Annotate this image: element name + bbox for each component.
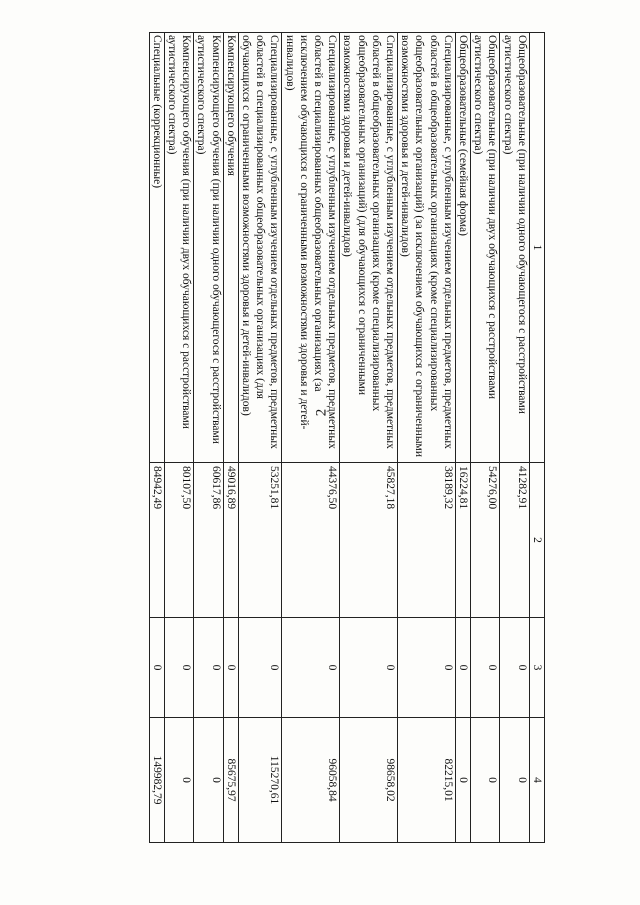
value-cell: 0 <box>149 618 164 718</box>
value-cell: 0 <box>500 718 529 843</box>
value-cell: 84942,49 <box>149 463 164 618</box>
value-cell: 60617,86 <box>194 463 223 618</box>
table-row <box>282 33 340 843</box>
value-cell: 38189,32 <box>397 463 455 618</box>
value-cell: 0 <box>164 618 193 718</box>
value-cell: 96058,84 <box>282 718 340 843</box>
value-cell: 115270,61 <box>238 718 282 843</box>
header-cell: 2 <box>529 463 544 618</box>
table-header-row <box>529 33 544 843</box>
value-cell: 0 <box>470 718 499 843</box>
header-cell: 3 <box>529 618 544 718</box>
table-row <box>455 33 470 843</box>
value-cell: 0 <box>455 618 470 718</box>
row-label: Специальные (коррекционные) <box>149 33 164 463</box>
value-cell: 0 <box>397 618 455 718</box>
value-cell: 80107,50 <box>164 463 193 618</box>
row-label: Специализированные, с углубленным изучением отдельных предметов, предметных областей в общеобразовательных организациях (кроме специализированных общеобразовательных организаций) (для обучающихся с ограниченными возможностями здоровья и детей-инвалидов) <box>340 33 398 463</box>
row-label: Компенсирующего обучения (при наличии одного обучающегося с расстройствами аутистического спектра) <box>194 33 223 463</box>
value-cell: 0 <box>238 618 282 718</box>
table-row <box>500 33 529 843</box>
table-row <box>164 33 193 843</box>
value-cell: 41282,91 <box>500 463 529 618</box>
value-cell: 53251,81 <box>238 463 282 618</box>
value-cell: 54276,00 <box>470 463 499 618</box>
value-cell: 0 <box>194 718 223 843</box>
table-row <box>223 33 238 843</box>
value-cell: 149982,79 <box>149 718 164 843</box>
row-label: Специализированные, с углубленным изучением отдельных предметов, предметных областей в специализированных общеобразовательных организациях (за исключением обучающихся с ограниченными возможностями здоровья и детей-инвалидов) <box>282 33 340 463</box>
value-cell: 0 <box>500 618 529 718</box>
table-row <box>397 33 455 843</box>
row-label: Общеобразовательные (при наличии двух обучающихся с расстройствами аутистического спектра) <box>470 33 499 463</box>
value-cell: 49016,89 <box>223 463 238 618</box>
rotated-table-container <box>85 32 545 842</box>
page-number: 2 <box>313 408 330 417</box>
value-cell: 0 <box>223 618 238 718</box>
table-row <box>340 33 398 843</box>
header-cell: 4 <box>529 718 544 843</box>
value-cell: 0 <box>164 718 193 843</box>
rates-table <box>149 32 545 843</box>
table-row <box>149 33 164 843</box>
row-label: Специализированные, с углубленным изучением отдельных предметов, предметных областей в специализированных общеобразовательных организациях (для обучающихся с ограниченными возможностями здоровья и детей-инвалидов) <box>238 33 282 463</box>
value-cell: 0 <box>194 618 223 718</box>
value-cell: 82215,01 <box>397 718 455 843</box>
value-cell: 0 <box>470 618 499 718</box>
table-row <box>194 33 223 843</box>
row-label: Специализированные, с углубленным изучением отдельных предметов, предметных областей в общеобразовательных организациях (кроме специализированных общеобразовательных организаций) (за исключением обучающихся с ограниченными возможностями здоровья и детей-инвалидов) <box>397 33 455 463</box>
value-cell: 0 <box>282 618 340 718</box>
header-cell: 1 <box>529 33 544 463</box>
value-cell: 16224,81 <box>455 463 470 618</box>
row-label: Компенсирующего обучения <box>223 33 238 463</box>
value-cell: 98658,02 <box>340 718 398 843</box>
value-cell: 44376,50 <box>282 463 340 618</box>
row-label: Общеобразовательные (при наличии одного обучающегося с расстройствами аутистического спектра) <box>500 33 529 463</box>
table-row <box>470 33 499 843</box>
value-cell: 0 <box>340 618 398 718</box>
table-row <box>238 33 282 843</box>
row-label: Компенсирующего обучения (при наличии двух обучающихся с расстройствами аутистического спектра) <box>164 33 193 463</box>
value-cell: 45827,18 <box>340 463 398 618</box>
value-cell: 0 <box>455 718 470 843</box>
row-label: Общеобразовательные (семейная форма) <box>455 33 470 463</box>
value-cell: 85675,97 <box>223 718 238 843</box>
